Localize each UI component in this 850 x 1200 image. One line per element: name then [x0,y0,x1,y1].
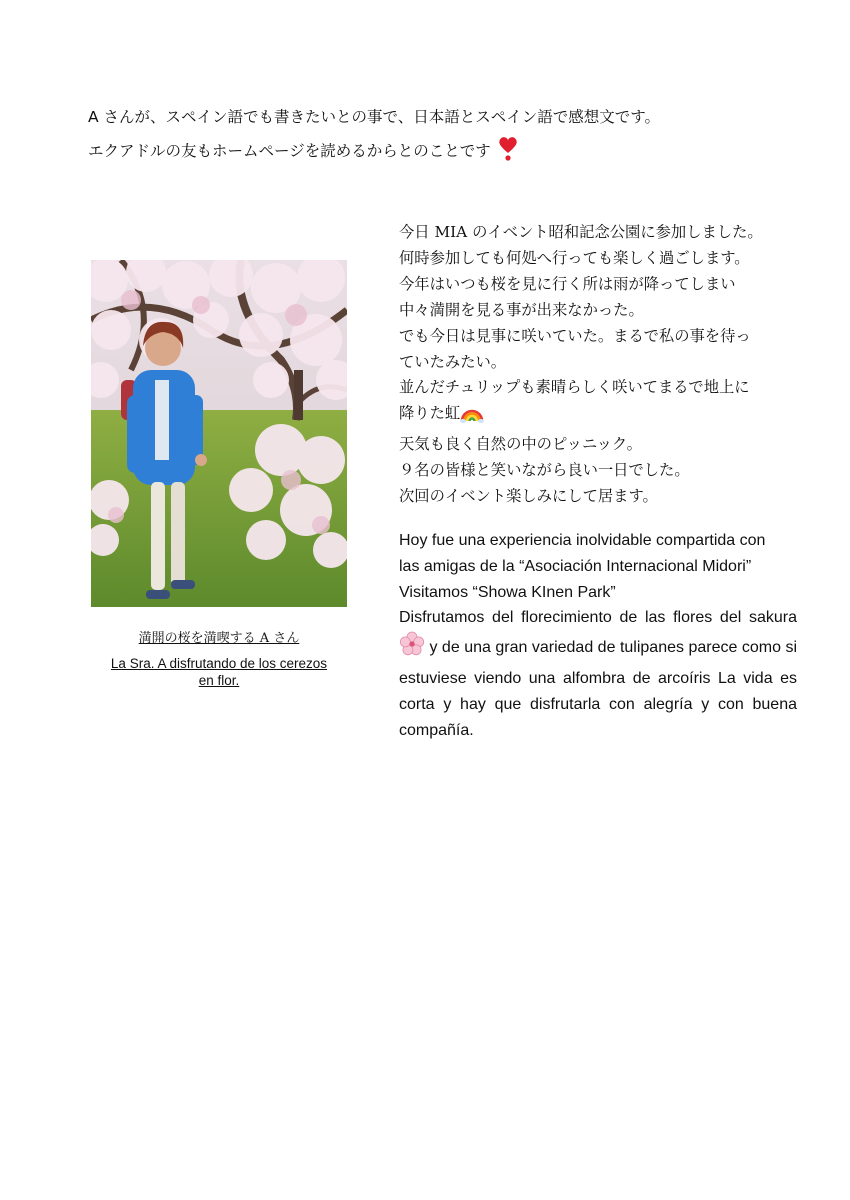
intro-line-1: A さんが、スペイン語でも書きたいとの事で、日本語とスペイン語で感想文です。 [88,108,660,126]
es-paragraph-part-a: Disfrutamos del florecimiento de las flores del sakura [399,609,797,627]
jp-line-1: 今日 MIA のイベント昭和記念公園に参加しました。 [399,223,763,241]
spanish-impression-text [399,528,797,743]
es-line-3: Visitamos “Showa KInen Park” [399,583,616,601]
jp-line-8-text: 降りた虹 [399,404,461,423]
photo-caption-spanish: La Sra. A disfrutando de los cerezos en flor. [110,656,328,688]
photo-caption-japanese: 満開の桜を満喫する A さん [138,631,300,646]
rainbow-icon [460,403,484,432]
es-paragraph [399,605,797,743]
jp-line-5: でも今日は見事に咲いていた。まるで私の事を待っ [399,326,751,345]
japanese-impression-text [399,220,809,510]
intro-line-2 [88,130,788,164]
jp-line-9: 天気も良く自然の中のピッニック。 [399,435,642,454]
jp-line-8 [399,401,809,432]
cherry-blossom-icon [399,631,425,666]
jp-line-10: ９名の皆様と笑いながら良い一日でした。 [399,461,690,480]
heart-icon [497,135,519,169]
jp-line-2: 何時参加しても何処へ行っても楽しく過ごします。 [399,248,750,267]
intro-text [88,104,788,164]
woman-under-cherry-blossoms-photo [91,260,347,607]
jp-line-7: 並んだチュリップも素晴らしく咲いてまるで地上に [399,378,750,397]
jp-line-3: 今年はいつも桜を見に行く所は雨が降ってしまい [399,274,736,293]
jp-line-11: 次回のイベント楽しみにして居ます。 [399,487,658,506]
es-line-1: Hoy fue una experiencia inolvidable compartida con [399,532,766,549]
es-line-2: las amigas de la “Asociación Internacional Midori” [399,557,752,575]
intro-line-2-text: エクアドルの友もホームページを読めるからとのことです [88,142,491,160]
jp-line-4: 中々満開を見る事が出来なかった。 [399,300,644,319]
es-paragraph-part-b: y de una gran variedad de tulipanes parece como si estuviese viendo una alfombra de arcoíris La vida es corta y hay que disfrutarla con alegría y con buena compañía. [399,639,797,739]
jp-line-6: ていたみたい。 [399,352,507,371]
